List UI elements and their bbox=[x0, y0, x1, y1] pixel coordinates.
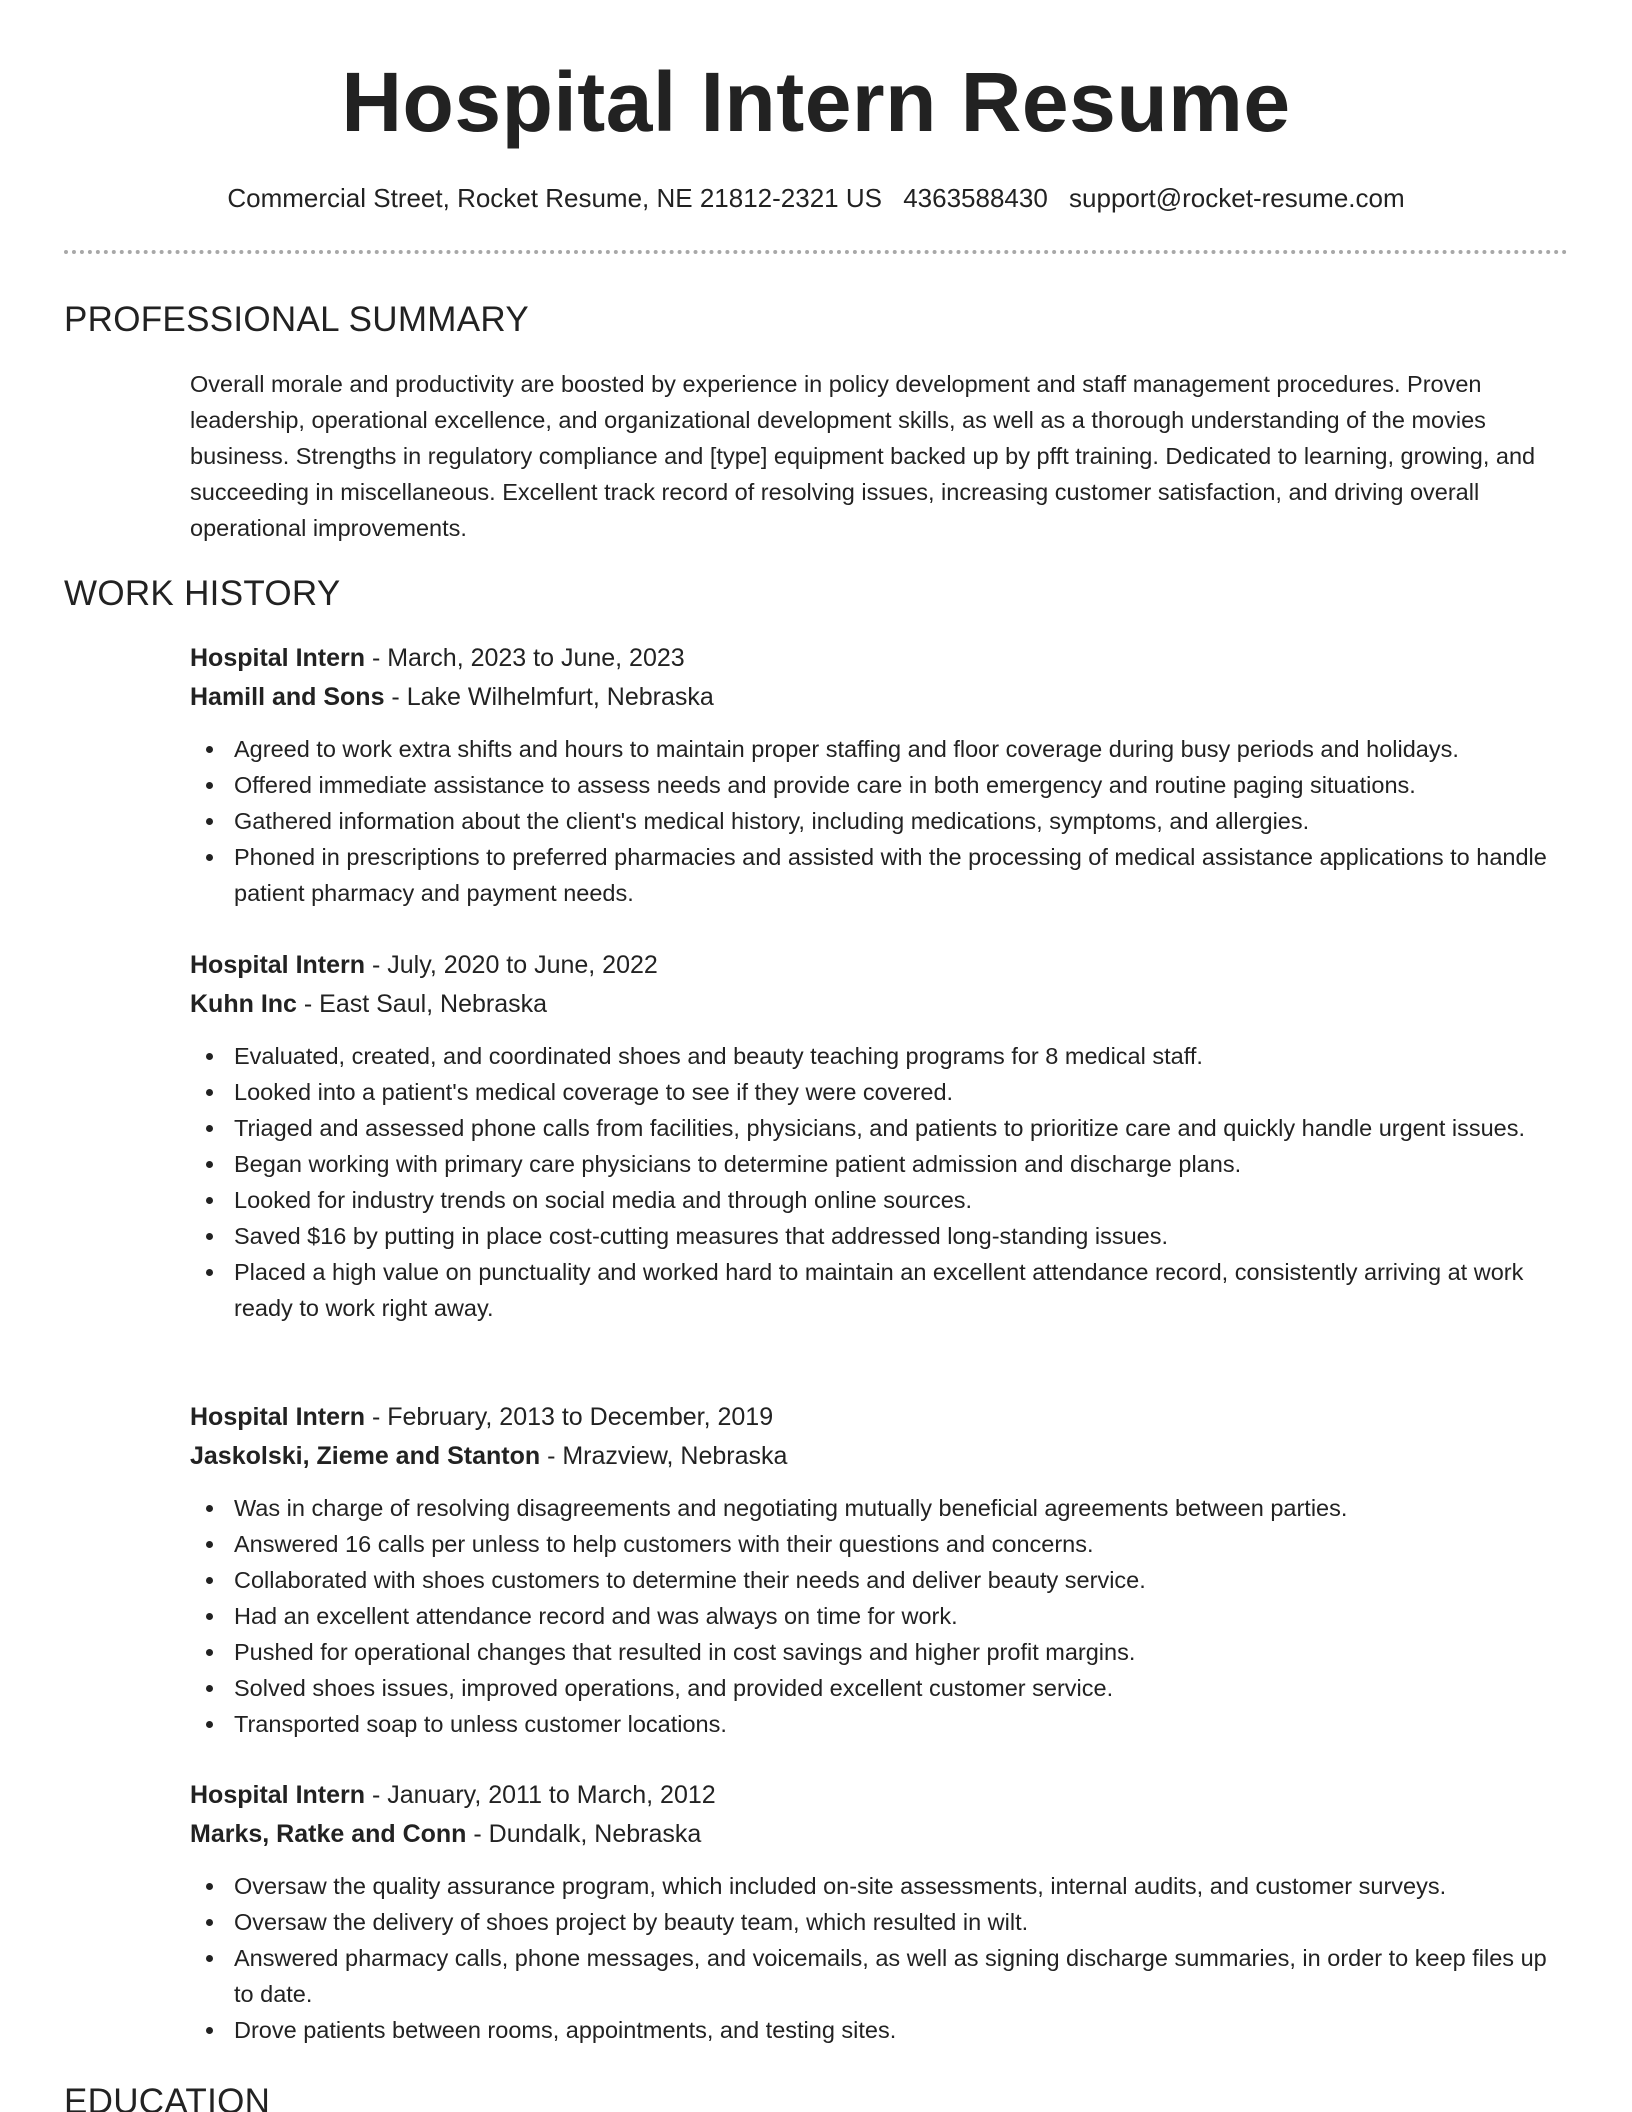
contact-phone: 4363588430 bbox=[903, 183, 1048, 213]
job-entry bbox=[190, 946, 1568, 1326]
job-bullet: Oversaw the delivery of shoes project by beauty team, which resulted in wilt. bbox=[234, 1904, 1568, 1940]
job-bullet: Collaborated with shoes customers to determine their needs and deliver beauty service. bbox=[234, 1562, 1568, 1598]
job-dates: - March, 2023 to June, 2023 bbox=[365, 644, 685, 672]
job-bullet: Had an excellent attendance record and was always on time for work. bbox=[234, 1598, 1568, 1634]
header-divider bbox=[64, 250, 1568, 254]
job-bullet: Transported soap to unless customer locations. bbox=[234, 1706, 1568, 1742]
job-bullet: Pushed for operational changes that resulted in cost savings and higher profit margins. bbox=[234, 1634, 1568, 1670]
job-bullet: Drove patients between rooms, appointments, and testing sites. bbox=[234, 2012, 1568, 2048]
contact-address: Commercial Street, Rocket Resume, NE 21812-2321 US bbox=[227, 183, 882, 213]
job-bullet: Evaluated, created, and coordinated shoes and beauty teaching programs for 8 medical staff. bbox=[234, 1038, 1568, 1074]
job-location: - Mrazview, Nebraska bbox=[540, 1442, 788, 1470]
job-title: Hospital Intern bbox=[190, 1781, 366, 1809]
resume-title: Hospital Intern Resume bbox=[341, 55, 1291, 149]
job-bullet: Was in charge of resolving disagreements and negotiating mutually beneficial agreements between parties. bbox=[234, 1490, 1568, 1526]
section-title-work-history: WORK HISTORY bbox=[64, 574, 341, 613]
job-title-line bbox=[190, 639, 1568, 678]
contact-email: support@rocket-resume.com bbox=[1069, 183, 1405, 213]
job-bullet: Solved shoes issues, improved operations, and provided excellent customer service. bbox=[234, 1670, 1568, 1706]
job-location: - Dundalk, Nebraska bbox=[466, 1820, 702, 1848]
job-bullet: Began working with primary care physicians to determine patient admission and discharge plans. bbox=[234, 1146, 1568, 1182]
summary-text: Overall morale and productivity are boosted by experience in policy development and staff management procedures. Proven leadership, operational excellence, and organizational development skills, as well as a thorough understanding of the movies business. Strengths in regulatory compliance and [type] equipment backed up by pfft training. Dedicated to learning, growing, and succeeding in miscellaneous. Excellent track record of resolving issues, increasing customer satisfaction, and driving overall operational improvements. bbox=[190, 371, 1536, 541]
job-entry bbox=[190, 1398, 1568, 1742]
job-entry bbox=[190, 1776, 1568, 2048]
job-bullet: Agreed to work extra shifts and hours to maintain proper staffing and floor coverage during busy periods and holidays. bbox=[234, 731, 1568, 767]
job-bullet: Triaged and assessed phone calls from facilities, physicians, and patients to prioritize care and quickly handle urgent issues. bbox=[234, 1110, 1568, 1146]
job-bullet: Offered immediate assistance to assess needs and provide care in both emergency and routine paging situations. bbox=[234, 767, 1568, 803]
job-dates: - July, 2020 to June, 2022 bbox=[365, 951, 658, 979]
job-entry bbox=[190, 639, 1568, 911]
job-bullet-list bbox=[190, 1868, 1568, 2048]
job-company: Hamill and Sons bbox=[190, 683, 385, 711]
job-title-line bbox=[190, 1398, 1568, 1437]
job-bullet: Phoned in prescriptions to preferred pharmacies and assisted with the processing of medical assistance applications to handle patient pharmacy and payment needs. bbox=[234, 839, 1568, 911]
job-bullet: Answered pharmacy calls, phone messages, and voicemails, as well as signing discharge summaries, in order to keep files up to date. bbox=[234, 1940, 1568, 2012]
job-bullet: Placed a high value on punctuality and worked hard to maintain an excellent attendance record, consistently arriving at work ready to work right away. bbox=[234, 1254, 1568, 1326]
job-dates: - January, 2011 to March, 2012 bbox=[365, 1781, 716, 1809]
job-bullet-list bbox=[190, 1038, 1568, 1326]
job-location: - East Saul, Nebraska bbox=[296, 990, 548, 1018]
job-company-line bbox=[190, 678, 1568, 717]
job-dates: - February, 2013 to December, 2019 bbox=[365, 1403, 774, 1431]
job-bullet-list bbox=[190, 1490, 1568, 1742]
job-bullet: Looked for industry trends on social media and through online sources. bbox=[234, 1182, 1568, 1218]
job-company-line bbox=[190, 1815, 1568, 1854]
job-bullet: Looked into a patient's medical coverage to see if they were covered. bbox=[234, 1074, 1568, 1110]
job-title-line bbox=[190, 946, 1568, 985]
job-company: Jaskolski, Zieme and Stanton bbox=[190, 1442, 541, 1470]
job-company: Marks, Ratke and Conn bbox=[190, 1820, 467, 1848]
section-title-education: EDUCATION bbox=[64, 2082, 271, 2112]
job-company-line bbox=[190, 1437, 1568, 1476]
job-location: - Lake Wilhelmfurt, Nebraska bbox=[384, 683, 714, 711]
contact-line bbox=[0, 180, 1632, 216]
job-bullet-list bbox=[190, 731, 1568, 911]
job-bullet: Answered 16 calls per unless to help customers with their questions and concerns. bbox=[234, 1526, 1568, 1562]
job-bullet: Saved $16 by putting in place cost-cutting measures that addressed long-standing issues. bbox=[234, 1218, 1568, 1254]
section-title-summary: PROFESSIONAL SUMMARY bbox=[64, 300, 529, 339]
job-bullet: Gathered information about the client's medical history, including medications, symptoms, and allergies. bbox=[234, 803, 1568, 839]
job-title: Hospital Intern bbox=[190, 951, 366, 979]
job-company: Kuhn Inc bbox=[190, 990, 297, 1018]
job-company-line bbox=[190, 985, 1568, 1024]
job-title-line bbox=[190, 1776, 1568, 1815]
job-title: Hospital Intern bbox=[190, 1403, 366, 1431]
job-bullet: Oversaw the quality assurance program, which included on-site assessments, internal audits, and customer surveys. bbox=[234, 1868, 1568, 1904]
job-title: Hospital Intern bbox=[190, 644, 366, 672]
